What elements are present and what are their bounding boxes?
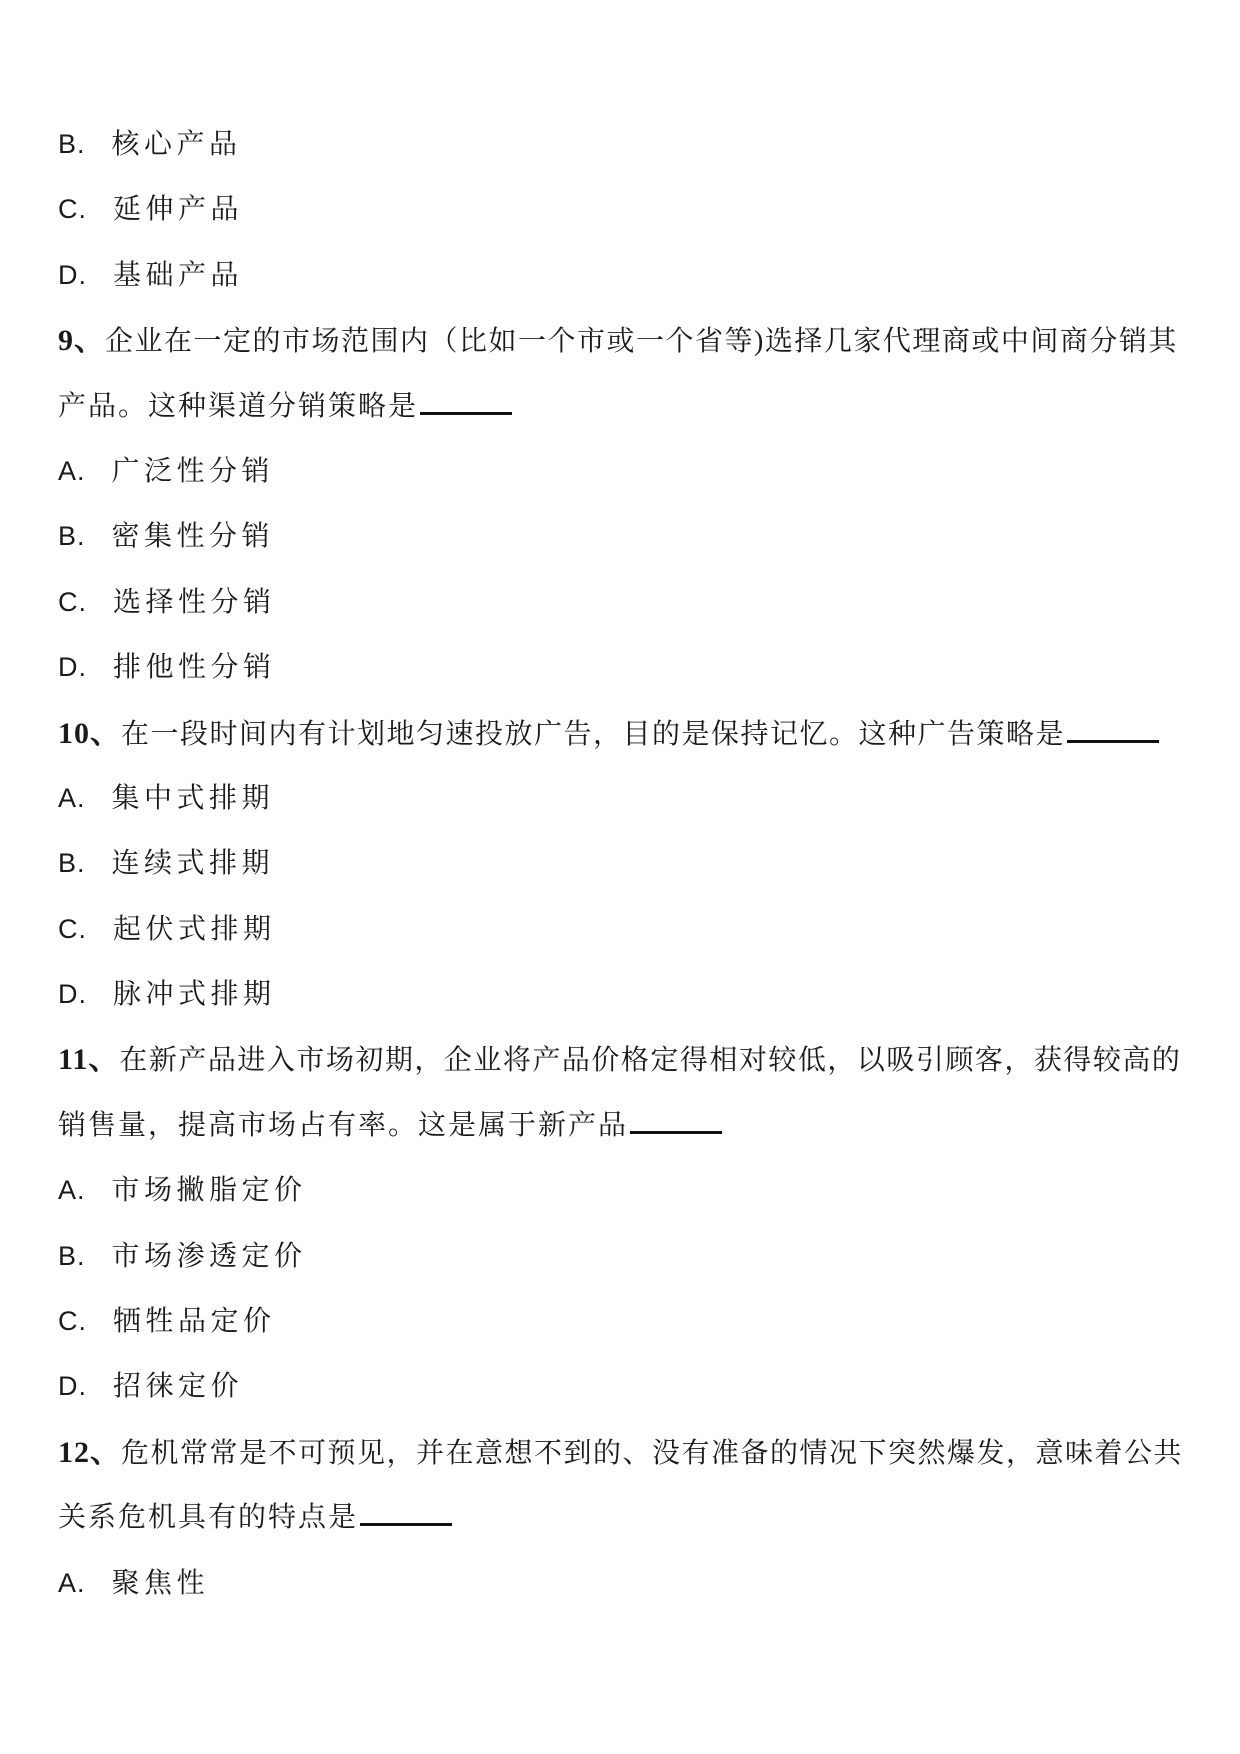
q10-option-a	[58, 766, 1182, 831]
option-text: 集中式排期	[111, 782, 275, 814]
answer-blank	[420, 384, 512, 415]
option-text: 招徕定价	[113, 1371, 244, 1403]
option-letter: C.	[58, 194, 87, 225]
option-text: 起伏式排期	[113, 913, 276, 945]
question-9-stem-line-1	[58, 308, 1182, 373]
option-letter: B.	[58, 1240, 86, 1271]
option-letter: D.	[58, 979, 87, 1010]
q11-option-c	[58, 1289, 1182, 1354]
option-text: 广泛性分销	[111, 455, 275, 487]
question-12	[58, 1420, 1182, 1616]
question-text: 销售量，提高市场占有率。这是属于新产品	[58, 1109, 629, 1141]
question-12-stem-line-1	[58, 1420, 1182, 1485]
question-9	[58, 308, 1182, 700]
option-letter: C.	[58, 1306, 87, 1337]
question-number: 9、	[58, 324, 105, 358]
question-10	[58, 701, 1182, 1028]
option-text: 延伸产品	[113, 194, 244, 226]
option-letter: A.	[58, 782, 86, 813]
option-text: 牺牲品定价	[113, 1306, 276, 1338]
q8-option-d	[58, 243, 1182, 308]
question-9-stem-line-2	[58, 374, 1182, 439]
option-text: 选择性分销	[113, 586, 276, 618]
question-11-stem-line-1	[58, 1027, 1182, 1092]
option-letter: B.	[58, 129, 86, 159]
question-number: 12、	[58, 1435, 121, 1469]
q10-option-c	[58, 897, 1182, 962]
option-text: 市场渗透定价	[111, 1240, 307, 1272]
option-text: 基础产品	[113, 259, 244, 291]
question-10-stem-line-1	[58, 701, 1182, 766]
q8-option-c	[58, 177, 1182, 242]
q9-option-b	[58, 504, 1182, 569]
option-letter: D.	[58, 652, 87, 683]
q9-option-d	[58, 635, 1182, 700]
answer-blank	[1067, 712, 1159, 743]
q11-option-a	[58, 1158, 1182, 1223]
option-letter: B.	[58, 848, 86, 879]
question-text: 关系危机具有的特点是	[58, 1502, 359, 1534]
question-12-stem-line-2	[58, 1485, 1182, 1550]
option-letter: B.	[58, 521, 86, 552]
q8-option-b	[58, 112, 1182, 177]
q9-option-a	[58, 439, 1182, 504]
option-letter: C.	[58, 586, 87, 617]
option-letter: C.	[58, 913, 87, 944]
q12-option-a	[58, 1551, 1182, 1616]
question-text: 在新产品进入市场初期，企业将产品价格定得相对较低，以吸引顾客，获得较高的	[119, 1045, 1182, 1077]
question-text: 产品。这种渠道分销策略是	[58, 390, 419, 422]
q10-option-b	[58, 831, 1182, 896]
answer-blank	[360, 1495, 452, 1526]
option-text: 连续式排期	[111, 848, 275, 880]
option-text: 密集性分销	[111, 521, 275, 553]
option-text: 排他性分销	[113, 652, 276, 684]
option-text: 核心产品	[111, 129, 242, 160]
q10-option-d	[58, 962, 1182, 1027]
question-number: 11、	[58, 1043, 120, 1077]
question-8-options-continued	[58, 112, 1182, 308]
q11-option-d	[58, 1354, 1182, 1419]
q9-option-c	[58, 570, 1182, 635]
option-text: 脉冲式排期	[113, 979, 276, 1011]
question-text: 危机常常是不可预见，并在意想不到的、没有准备的情况下突然爆发，意味着公共	[121, 1437, 1184, 1469]
question-number: 10、	[58, 716, 121, 750]
option-text: 聚焦性	[111, 1567, 210, 1599]
option-letter: A.	[58, 1175, 86, 1206]
question-text: 企业在一定的市场范围内（比如一个市或一个省等)选择几家代理商或中间商分销其	[105, 326, 1178, 358]
option-letter: D.	[58, 259, 87, 290]
question-11-stem-line-2	[58, 1093, 1182, 1158]
answer-blank	[630, 1103, 722, 1134]
question-text: 在一段时间内有计划地匀速投放广告，目的是保持记忆。这种广告策略是	[121, 718, 1066, 750]
question-11	[58, 1027, 1182, 1419]
option-letter: D.	[58, 1371, 87, 1402]
option-letter: A.	[58, 455, 86, 486]
q11-option-b	[58, 1224, 1182, 1289]
option-letter: A.	[58, 1567, 86, 1598]
option-text: 市场撇脂定价	[111, 1175, 307, 1207]
